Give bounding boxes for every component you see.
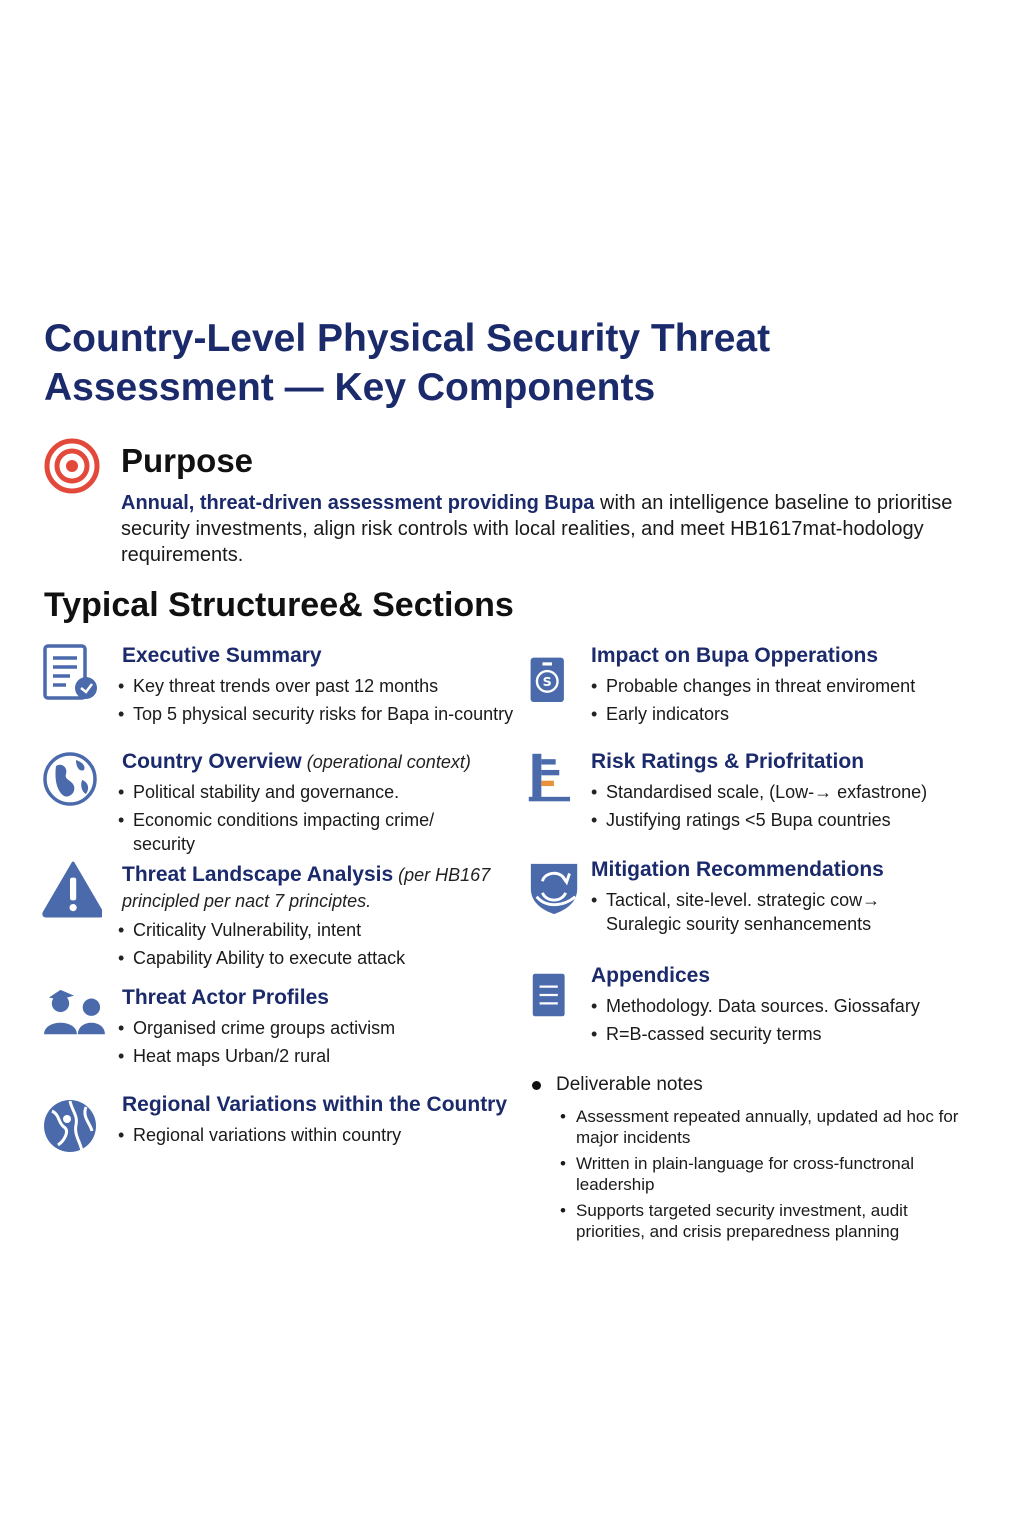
shield-arrows-icon [527, 858, 583, 918]
impact-operations-list [591, 674, 991, 730]
list-item: • Methodology. Data sources. Giossafary [591, 994, 991, 1018]
page-title-line-1: Country-Level Physical Security Threat [44, 317, 771, 360]
country-overview-subheading: (operational context) [301, 752, 471, 772]
warning-icon [38, 859, 102, 919]
risk-ratings-heading: Risk Ratings & Priofritation [591, 750, 865, 773]
executive-summary-list [118, 674, 518, 730]
mitigation-heading: Mitigation Recommendations [591, 858, 884, 881]
threat-actor-profiles-list [118, 1016, 518, 1072]
list-item: • Top 5 physical security risks for Bapa in-country [118, 702, 518, 726]
list-item: • Assessment repeated annually, updated ad hoc for major incidents [560, 1106, 970, 1148]
purpose-body: with an intelligence baseline to prioritise security investments, align risk controls with local realities, and meet HB1617mat-hodology requirements. [121, 492, 953, 566]
list-item: • Tactical, site-level. strategic cow→ Suralegic sourity senhancements [591, 888, 891, 936]
svg-text:S: S [542, 674, 552, 690]
list-item: • Standardised scale, (Low-→ exfastrone) [591, 780, 1011, 804]
threat-landscape-subheading-2: principled per nact 7 principtes. [122, 891, 372, 911]
list-item: • Capability Ability to execute attack [118, 946, 518, 970]
section-executive-summary [42, 644, 512, 734]
purpose-text [121, 490, 981, 568]
purpose-lead: Annual, threat-driven assessment providing Bupa [121, 492, 595, 514]
list-item: • Political stability and governance. [118, 780, 458, 804]
list-item: • R=B-cassed security terms [591, 1022, 991, 1046]
list-item: • Criticality Vulnerability, intent [118, 918, 518, 942]
appendices-list [591, 994, 991, 1050]
country-overview-list [118, 780, 458, 860]
deliverable-notes-heading: Deliverable notes [530, 1074, 970, 1096]
purpose-heading: Purpose [121, 442, 254, 479]
structure-heading: Typical Structuree& Sections [44, 586, 514, 624]
section-threat-actor-profiles [40, 986, 510, 1076]
threat-landscape-subheading: (per HB167 [393, 865, 491, 885]
list-item: • Probable changes in threat enviroment [591, 674, 991, 698]
appendices-heading: Appendices [591, 964, 711, 987]
list-item: • Economic conditions impacting crime/ security [118, 808, 458, 856]
list-document-icon [532, 966, 576, 1024]
page-title-line-2: Assessment — Key Components [44, 366, 656, 409]
section-impact-operations [529, 644, 999, 734]
people-icon [40, 986, 108, 1042]
country-overview-heading: Country Overview (operational context) [122, 750, 471, 773]
section-appendices [532, 964, 1002, 1054]
deliverable-notes [530, 1074, 970, 1247]
deliverable-notes-list [560, 1106, 970, 1242]
document-icon [42, 644, 100, 702]
section-threat-landscape [38, 863, 508, 978]
list-item: • Regional variations within country [118, 1123, 518, 1147]
impact-operations-heading: Impact on Bupa Opperations [591, 644, 879, 667]
section-mitigation [527, 858, 997, 948]
list-item: • Written in plain-language for cross-functronal leadership [560, 1153, 970, 1195]
list-item: • Early indicators [591, 702, 991, 726]
map-globe-icon [42, 1097, 100, 1155]
section-risk-ratings [527, 750, 997, 845]
executive-summary-heading: Executive Summary [122, 644, 322, 667]
money-badge-icon [529, 648, 575, 710]
list-item: • Supports targeted security investment, audit priorities, and crisis preparedness planning [560, 1200, 970, 1242]
risk-ratings-list [591, 780, 1011, 836]
list-item: • Organised crime groups activism [118, 1016, 518, 1040]
list-item: • Key threat trends over past 12 months [118, 674, 518, 698]
bar-ratings-icon [527, 750, 579, 806]
threat-landscape-heading: Threat Landscape Analysis (per HB167 [122, 863, 491, 886]
section-country-overview [42, 750, 512, 860]
threat-landscape-list [118, 918, 518, 974]
section-regional-variations [42, 1093, 522, 1163]
threat-actor-profiles-heading: Threat Actor Profiles [122, 986, 329, 1009]
list-item: • Justifying ratings <5 Bupa countries [591, 808, 1011, 832]
mitigation-list [591, 888, 891, 940]
target-icon [44, 438, 100, 494]
page-title [44, 314, 944, 412]
regional-variations-heading: Regional Variations within the Country [122, 1093, 508, 1116]
list-item: • Heat maps Urban/2 rural [118, 1044, 518, 1068]
globe-icon [42, 750, 100, 808]
regional-variations-list [118, 1123, 518, 1151]
